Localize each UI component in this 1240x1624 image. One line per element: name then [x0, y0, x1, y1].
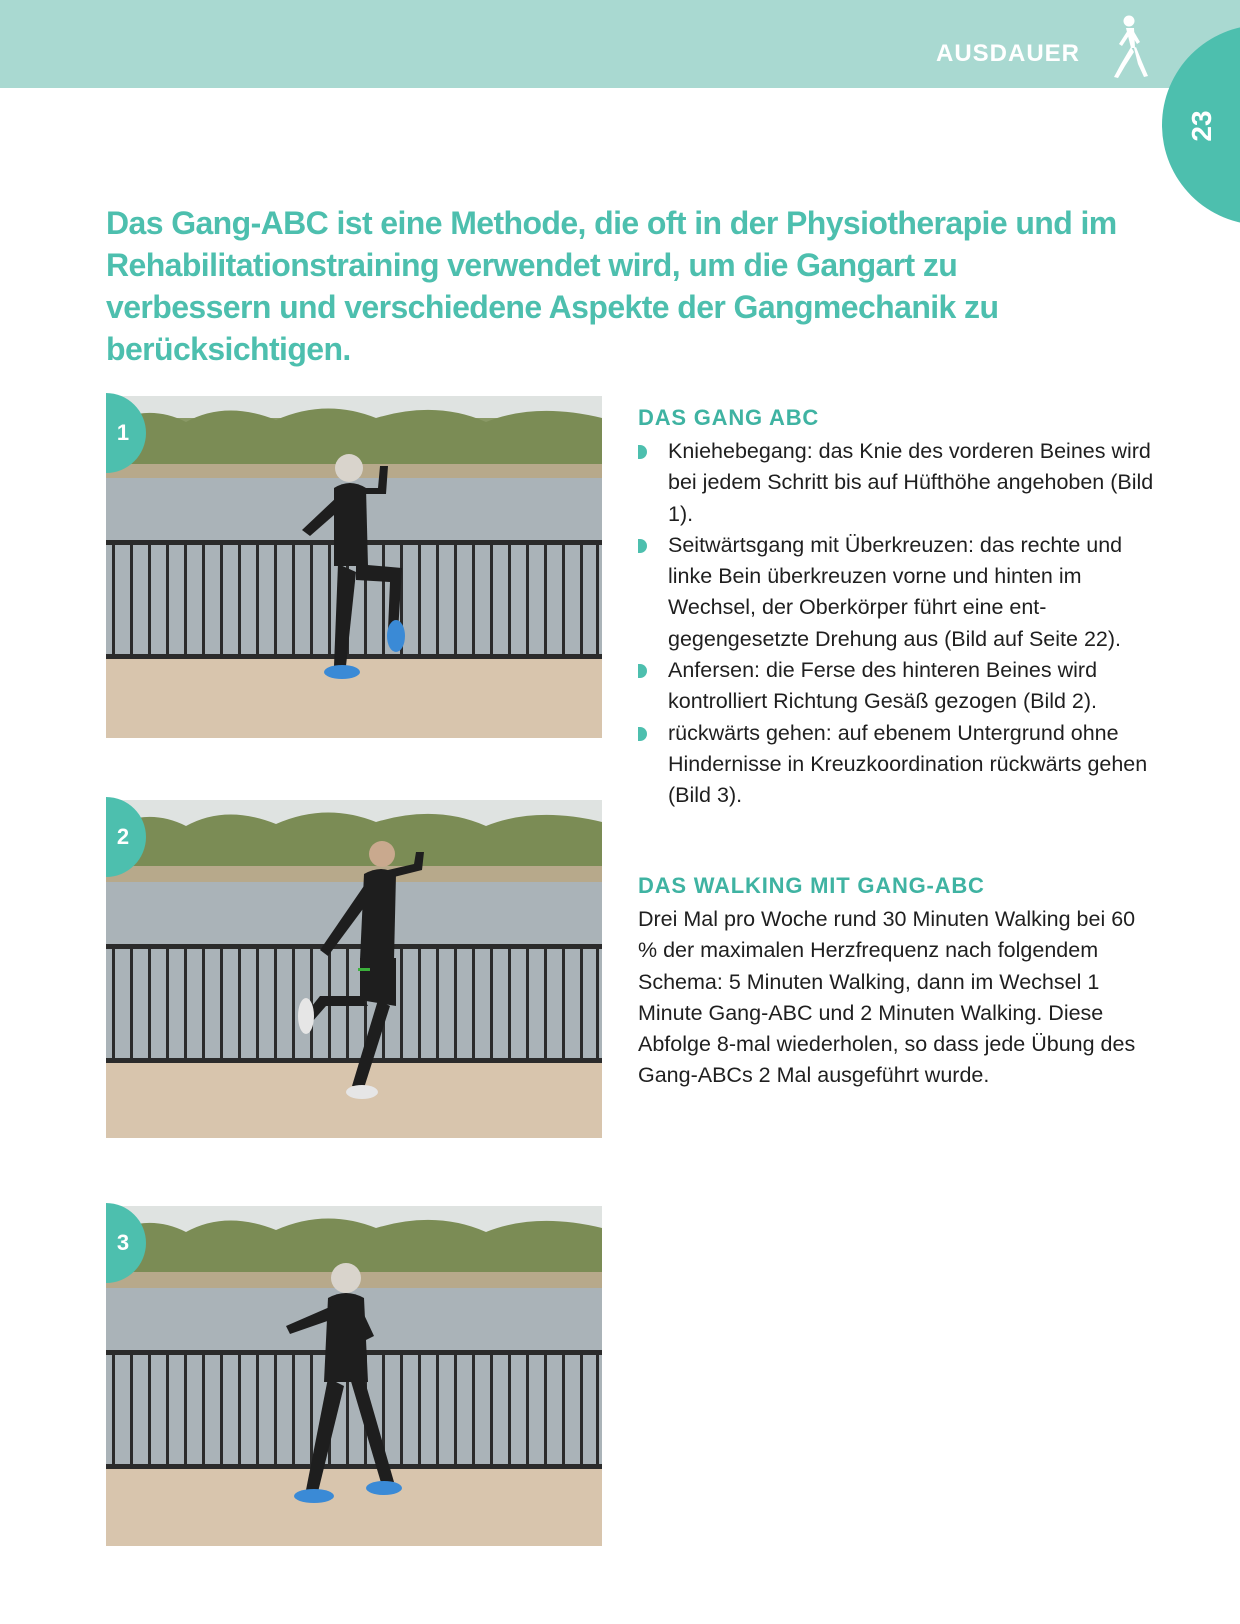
- bullet-icon: [638, 539, 647, 553]
- photo-2-scene: [106, 800, 602, 1138]
- photo-3-badge-number: 3: [116, 1230, 130, 1255]
- photo-3-scene: [106, 1206, 602, 1546]
- list-item-text: Anfersen: die Ferse des hinteren Beines wird kontrolliert Richtung Gesäß gezogen (Bild 2).: [668, 658, 1098, 714]
- intro-paragraph: Das Gang-ABC ist eine Methode, die oft in der Physiotherapie und im Rehabilitationstraining verwendet wird, um die Gangart zu verbessern und verschiedene Aspekte der Gangmechanik zu berücksichtigen.: [106, 205, 1117, 367]
- walker-icon: [1104, 14, 1148, 80]
- photo-3-badge: [106, 1203, 150, 1283]
- section-2-title: DAS WALKING MIT GANG-ABC: [638, 873, 985, 898]
- section-label: AUSDAUER: [935, 40, 1080, 67]
- exercise-photo-1: [106, 396, 602, 738]
- bullet-icon: [638, 445, 647, 459]
- photo-2-badge: [106, 797, 150, 877]
- list-item: [638, 436, 1158, 530]
- section-1-list: [638, 436, 1158, 812]
- list-item: [638, 655, 1158, 718]
- list-item-text: rückwärts gehen: auf ebenem Untergrund ohne Hindernisse in Kreuzkoordination rückwärts gehen (Bild 3).: [668, 720, 1148, 808]
- bullet-icon: [638, 664, 647, 678]
- photo-2-badge-number: 2: [116, 824, 130, 849]
- exercise-photo-3: [106, 1206, 602, 1548]
- list-item: [638, 530, 1158, 655]
- exercise-photo-2: [106, 800, 602, 1142]
- list-item-text: Seitwärtsgang mit Überkreuzen: das rechte und linke Bein überkreuzen vorne und hinten im Wechsel, der Oberkörper führt eine entgegengesetzte Drehung aus (Bild auf Seite 22).: [668, 532, 1123, 651]
- photo-1-scene: [106, 396, 602, 738]
- list-item: [638, 718, 1158, 812]
- photo-1-badge-number: 1: [116, 420, 130, 445]
- bullet-icon: [638, 727, 647, 741]
- page-number: 23: [1186, 110, 1217, 142]
- section-2-paragraph: Drei Mal pro Woche rund 30 Minuten Walking bei 60 % der maximalen Herzfrequenz nach folgendem Schema: 5 Minuten Walking, dann im Wechsel 1 Minute Gang-ABC und 2 Minuten Walking. Diese Abfolge 8-mal wiederholen, so dass jede Übung des Gang-ABCs 2 Mal ausgeführt wurde.: [638, 907, 1136, 1088]
- photo-1-badge: [106, 393, 150, 473]
- list-item-text: Kniehebegang: das Knie des vorderen Beines wird bei jedem Schritt bis auf Hüfthöhe angehoben (Bild 1).: [668, 439, 1154, 526]
- section-1-title: DAS GANG ABC: [638, 405, 820, 430]
